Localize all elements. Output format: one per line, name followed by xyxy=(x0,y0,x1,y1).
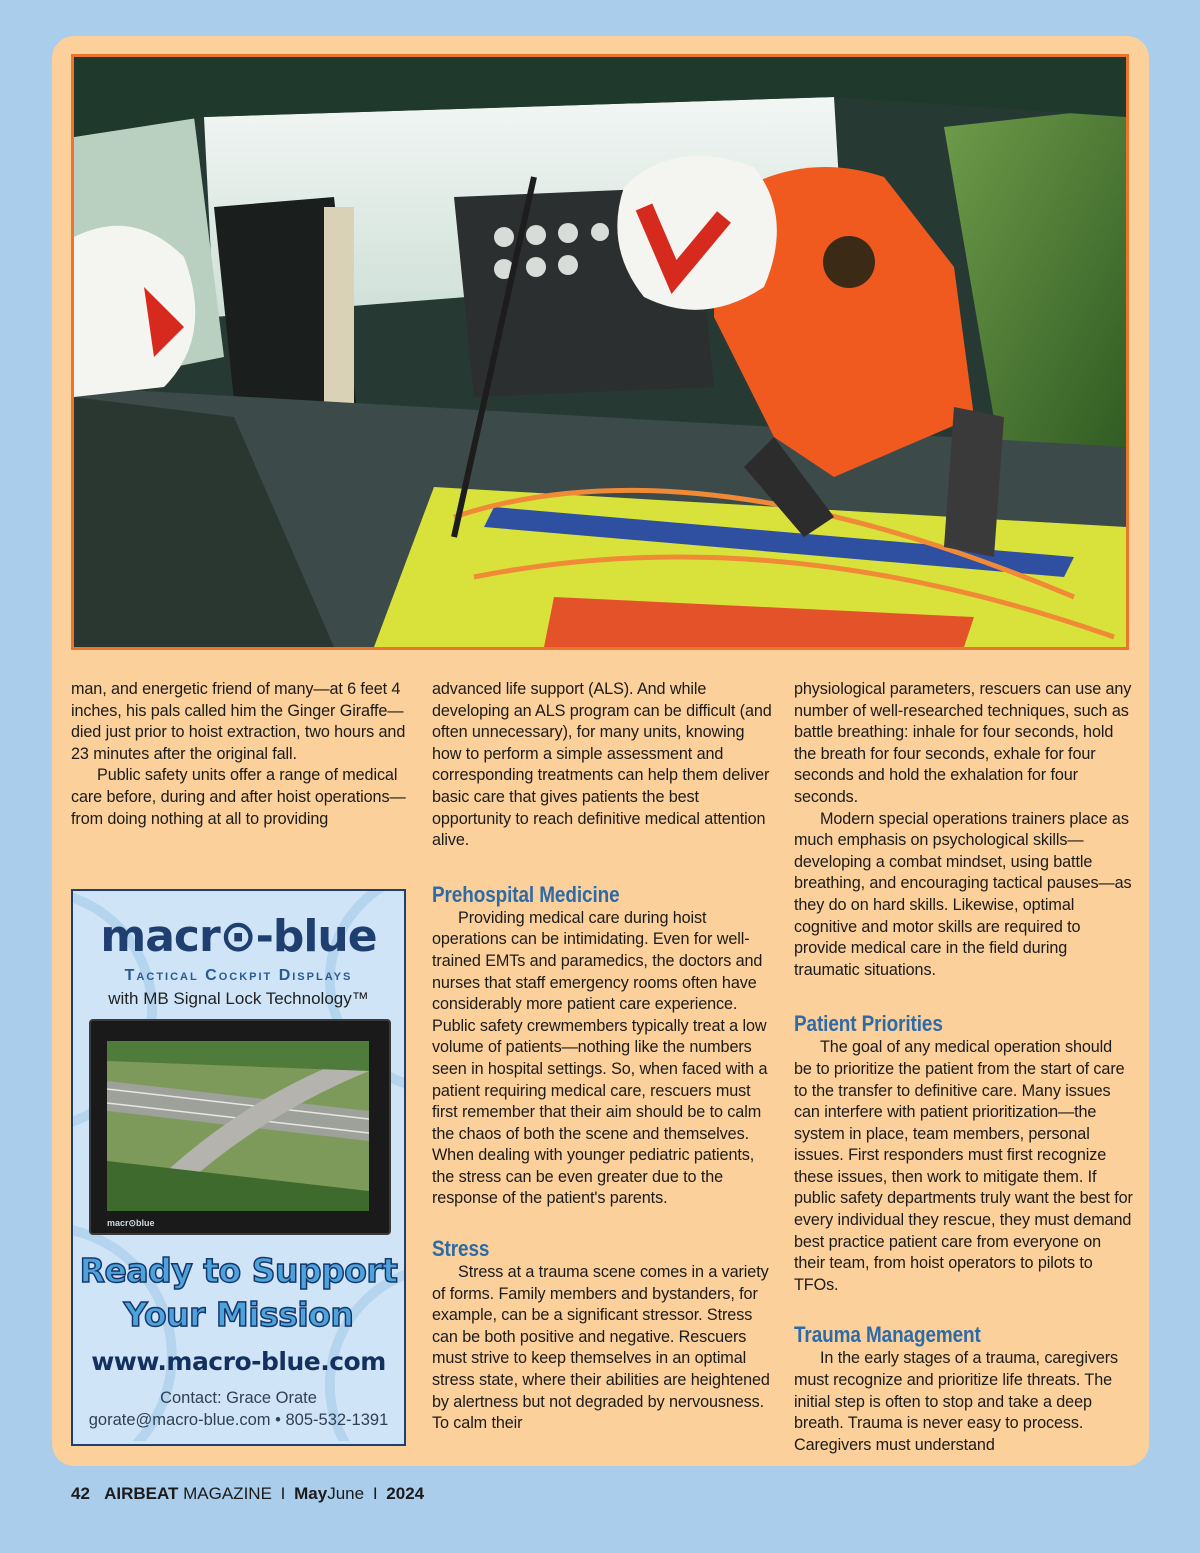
paragraph: In the early stages of a trauma, caregivers must recognize and prioritize life threats. The initial step is often to stop and take a deep breath. Trauma is never easy to process. Caregivers must understand xyxy=(794,1349,1119,1454)
section-heading: Prehospital Medicine xyxy=(432,881,620,907)
ad-subtitle-2: with MB Signal Lock Technology™ xyxy=(108,989,369,1008)
magazine-brand: AIRBEAT xyxy=(104,1484,179,1503)
paragraph: physiological parameters, rescuers can use any number of well-researched techniques, such as battle breathing: inhale for four seconds, hold the breath for four seconds, exhale for four seconds and hold the exhalation for four seconds. xyxy=(794,680,1132,806)
ad-logo: macr⊙-blue xyxy=(100,911,377,962)
screen-logo: macr⊙blue xyxy=(107,1218,155,1228)
section-heading: Trauma Management xyxy=(794,1322,981,1348)
magazine-label: MAGAZINE xyxy=(183,1484,272,1503)
paragraph: The goal of any medical operation should be to prioritize the patient from the start of care to the transfer to definitive care. Many issues can interfere with patient prioritization—the system in place, team members, personal issues. First responders must first recognize these issues, then work to mitigate them. If public safety departments truly want the best for every individual they rescue, they must demand best practice patient care from everyone on their team, from hoist operators to pilots to TFOs. xyxy=(794,1038,1133,1294)
section-heading: Stress xyxy=(432,1236,490,1262)
ad-headline-line-2: Your Mission xyxy=(123,1295,354,1334)
section-heading: Patient Priorities xyxy=(794,1011,943,1037)
ad-subtitle: Tactical Cockpit Displays xyxy=(124,967,353,984)
text-column-3 xyxy=(794,679,1134,1456)
separator: I xyxy=(372,1484,378,1503)
paragraph: advanced life support (ALS). And while developing an ALS program can be difficult (and often unnecessary), for many units, knowing how to perform a simple assessment and corresponding treatments can help them deliver basic care that gives patients the best opportunity to reach definitive medical attention alive. xyxy=(432,680,772,850)
paragraph: man, and energetic friend of many—at 6 feet 4 inches, his pals called him the Ginger Giraffe—died just prior to hoist extraction, two hours and 23 minutes after the original fall. xyxy=(71,680,406,763)
ad-headline xyxy=(73,1249,404,1337)
paragraph: Providing medical care during hoist operations can be intimidating. Even for well-trained EMTs and paramedics, the doctors and nurses that staff emergency rooms often have considerably more patient care experience. Public safety crewmembers typically treat a low volume of patients—nothing like the numbers seen in hospital settings. So, when faced with a patient requiring medical care, rescuers must first remember that their aim should be to calm the chaos of both the scene and themselves. When dealing with younger pediatric patients, the stress can be even greater due to the response of the patient's parents. xyxy=(432,908,768,1208)
issue-month-bold: May xyxy=(294,1484,328,1503)
ad-contact: Contact: Grace Orate xyxy=(160,1389,317,1407)
text-column-2 xyxy=(432,679,772,1435)
paragraph: Public safety units offer a range of medical care before, during and after hoist operations—from doing nothing at all to providing xyxy=(71,766,406,828)
photo-illustration xyxy=(74,57,1126,647)
issue-year: 2024 xyxy=(386,1484,425,1503)
issue-month: June xyxy=(327,1484,365,1503)
highway-photo xyxy=(107,1041,369,1211)
page-footer xyxy=(71,1484,424,1504)
ad-email-phone[interactable]: gorate@macro-blue.com • 805-532-1391 xyxy=(88,1411,389,1429)
macro-blue-advertisement[interactable] xyxy=(71,889,406,1446)
paragraph: Modern special operations trainers place as much emphasis on psychological skills—developing a combat mindset, using battle breathing, and encouraging tactical pauses—as they do on hard skills. Likewise, optimal cognitive and motor skills are required to provide medical care in the field during traumatic situations. xyxy=(794,809,1132,979)
ad-headline-line-1: Ready to Support xyxy=(79,1251,398,1290)
separator: I xyxy=(280,1484,286,1503)
display-screen xyxy=(89,1019,391,1235)
helicopter-rescue-photo xyxy=(71,54,1129,650)
paragraph: Stress at a trauma scene comes in a variety of forms. Family members and bystanders, for example, can be a significant stressor. Stress can be both positive and negative. Rescuers must strive to keep themselves in an optimal stress state, where their abilities are heightened by alertness but not degraded by nervousness. To calm their xyxy=(432,1263,770,1433)
page-number: 42 xyxy=(71,1484,90,1503)
text-column-1 xyxy=(71,679,409,830)
ad-url-link[interactable]: www.macro-blue.com xyxy=(91,1347,386,1376)
